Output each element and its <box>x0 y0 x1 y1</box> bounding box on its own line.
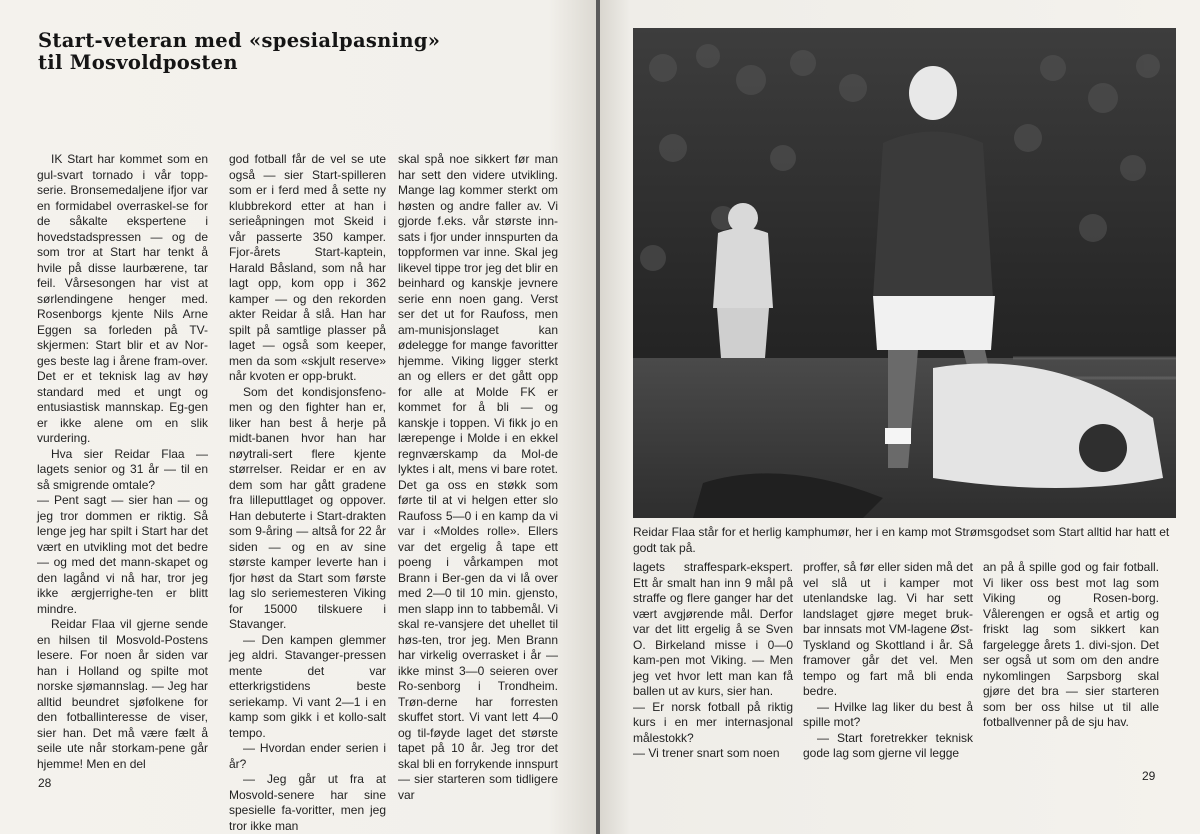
left-page <box>0 0 596 834</box>
right-column-2 <box>803 560 973 762</box>
headline-line-1: Start-veteran med «spesialpasning» <box>38 29 441 52</box>
paragraph: Som det kondisjonsfeno-men og den fighter han er, liker han best å herje på midt-banen hvor han har nøytrali-sert flere kjente størrelser. Reidar er en av dem som har gått gradene fra lilleputtlaget og oppover. Han debuterte i Start-drakten som 9-åring — altså for 22 år siden — og en av sine største kamper leverte han i fjor høst da Start som første lag slo seriemesteren Viking for 15000 tilskuere i Stavanger. <box>229 384 386 631</box>
paragraph: — Hvordan ender serien i år? <box>229 741 386 771</box>
page-number-left: 28 <box>38 776 52 790</box>
paragraph: skal spå noe sikkert før man har sett den videre utvikling. Mange lag kommer sterkt om høsten og andre faller av. Vi gjorde f.eks. vår største inn-sats i fjor under innspurten da toppformen var inne. Skal jeg likevel tippe tror jeg det blir en beinhard og kanskje jevnere serie enn noen gang. Verst ser det ut for Raufoss, men am-munisjonslaget kan ødelegge for mange favoritter hjemme. Viking ligger sterkt an og ellers er det gått opp for alle at Molde FK er kommet for å bli — og kanskje i toppen. Vi fikk jo en lærepenge i Molde i en ekkel regnværskamp da Mol-de lyktes i alt, mens vi bare rotet. Det ga oss en støkk som førte til at vi helgen etter slo Raufoss 5—0 i en kamp da vi var i «Moldes rolle». Ellers var det ergelig å tape ett poeng i vårkampen mot Brann i Ber-gen da vi lå over med 2—0 til 10 min. gjensto, men slapp inn to tabbemål. Vi skal re-vansjere det uhellet til høs-ten, tror jeg. Men Brann har virkelig overrasket i år — ikke minst 3—0 seieren over Ro-senborg i Trondheim. Trøn-derne har forresten skuffet stort. Vi vant lett 4—0 og til-føyde laget det største tapet på 10 år. Jeg tror det skal bli en forrykende innspurt — sier starteren som tidligere var <box>398 152 558 802</box>
match-photo <box>633 28 1176 518</box>
article-headline <box>38 30 440 74</box>
paragraph: Hva sier Reidar Flaa — lagets senior og 31 år — til en så smigrende omtale? <box>37 446 208 492</box>
right-column-1 <box>633 560 793 762</box>
right-page <box>600 0 1200 834</box>
paragraph: an på å spille god og fair fotball. Vi liker oss best mot lag som Viking og Rosen-borg. Vålerengen er også et artig og friskt lag som sikkert kan fargelegge årets 1. divi-sjon. Det ser også ut som om den andre nykomlingen Sarpsborg skal gjøre det bra — sier starteren som ber oss hilse ut til alle fotballvenner på de sju hav. <box>983 560 1159 729</box>
page-number-right: 29 <box>1142 769 1156 783</box>
left-column-2 <box>229 152 386 834</box>
paragraph: — Er norsk fotball på riktig kurs i en mer internasjonal målestokk? <box>633 699 793 745</box>
photo-illustration <box>633 28 1176 518</box>
left-column-3 <box>398 152 558 803</box>
paragraph: proffer, så før eller siden må det vel slå ut i kamper mot utenlandske lag. Vi har sett landslaget gjøre meget bruk-bar innsats mot VM-lagene Øst-Tyskland og Skottland i år. Så framover går det vel. Men tempo og fart må bli enda bedre. <box>803 560 973 698</box>
left-column-1 <box>37 152 208 772</box>
paragraph: — Jeg går ut fra at Mosvold-senere har sine spesielle fa-voritter, men jeg tror ikke man <box>229 772 386 833</box>
paragraph: IK Start har kommet som en gul-svart tornado i vår topp-serie. Bronsemedaljene ifjor var en formidabel overraskel-se for de såkalte ekspertene i hovedstadspressen — og de som tror at Start har tenkt å hvile på disse laurbærene, tar feil. Vårsesongen har vist at sørlendingene henger med. Rosenborgs kjente Nils Arne Eggen sa forleden på TV-skjermen: Start blir et av Nor-ges beste lag i årene fram-over. Det er et teknisk lag av høy standard med et ungt og entusiastisk mannskap. Eg-gen er ikke alene om en slik vurdering. <box>37 152 208 445</box>
paragraph: — Hvilke lag liker du best å spille mot? <box>803 699 973 729</box>
paragraph: lagets straffespark-ekspert. Ett år smalt han inn 9 mål på straffe og flere ganger har det vært avgjørende mål. Derfor var det litt ergelig å se Sven O. Birkeland misse i 0—0 kam-pen mot Viking. — Men jeg vet hvor lett man kan få ballen ut av kurs, sier han. <box>633 560 793 698</box>
headline-line-2: til Mosvoldposten <box>38 51 238 74</box>
paragraph: — Pent sagt — sier han — og jeg tror dommen er riktig. Så lenge jeg har spilt i Start har det vært en utvikling mot det bedre — og med det mann-skapet og den lagånd vi nå har, tror jeg ikke ærgjerrighe-ten er blitt mindre. <box>37 493 208 616</box>
right-column-3 <box>983 560 1159 731</box>
paragraph: — Vi trener snart som noen <box>633 746 780 760</box>
paragraph: god fotball får de vel se ute også — sier Start-spilleren som er i ferd med å sette ny klubbrekord etter at han i serieåpningen mot Skeid i vår passerte 350 kamper. Fjor-årets Start-kaptein, Harald Båsland, som nå har lagt opp, kom opp i 362 kamper — og den rekorden akter Reidar å slå. Han har spilt på samtlige plasser på laget — også som keeper, men da som «skjult reserve» når kvoten er opp-brukt. <box>229 152 386 383</box>
paragraph: — Den kampen glemmer jeg aldri. Stavanger-pressen mente det var etterkrigstidens beste seriekamp. Vi vant 2—1 i en kamp som gikk i et kollo-salt tempo. <box>229 632 386 740</box>
paragraph: — Start foretrekker teknisk gode lag som gjerne vil legge <box>803 730 973 760</box>
photo-caption: Reidar Flaa står for et herlig kamphumør, her i en kamp mot Strømsgodset som Start alltid har hatt et godt tak på. <box>633 525 1170 555</box>
paragraph: Reidar Flaa vil gjerne sende en hilsen til Mosvold-Postens lesere. For noen år siden var han i Holland og spilte mot norske sjømannslag. — Jeg har alltid beundret sjøfolkene for den fotballinteresse de viser, sier han. Det må være fælt å seile ute når storkam-pene går hjemme! Men en del <box>37 617 208 771</box>
